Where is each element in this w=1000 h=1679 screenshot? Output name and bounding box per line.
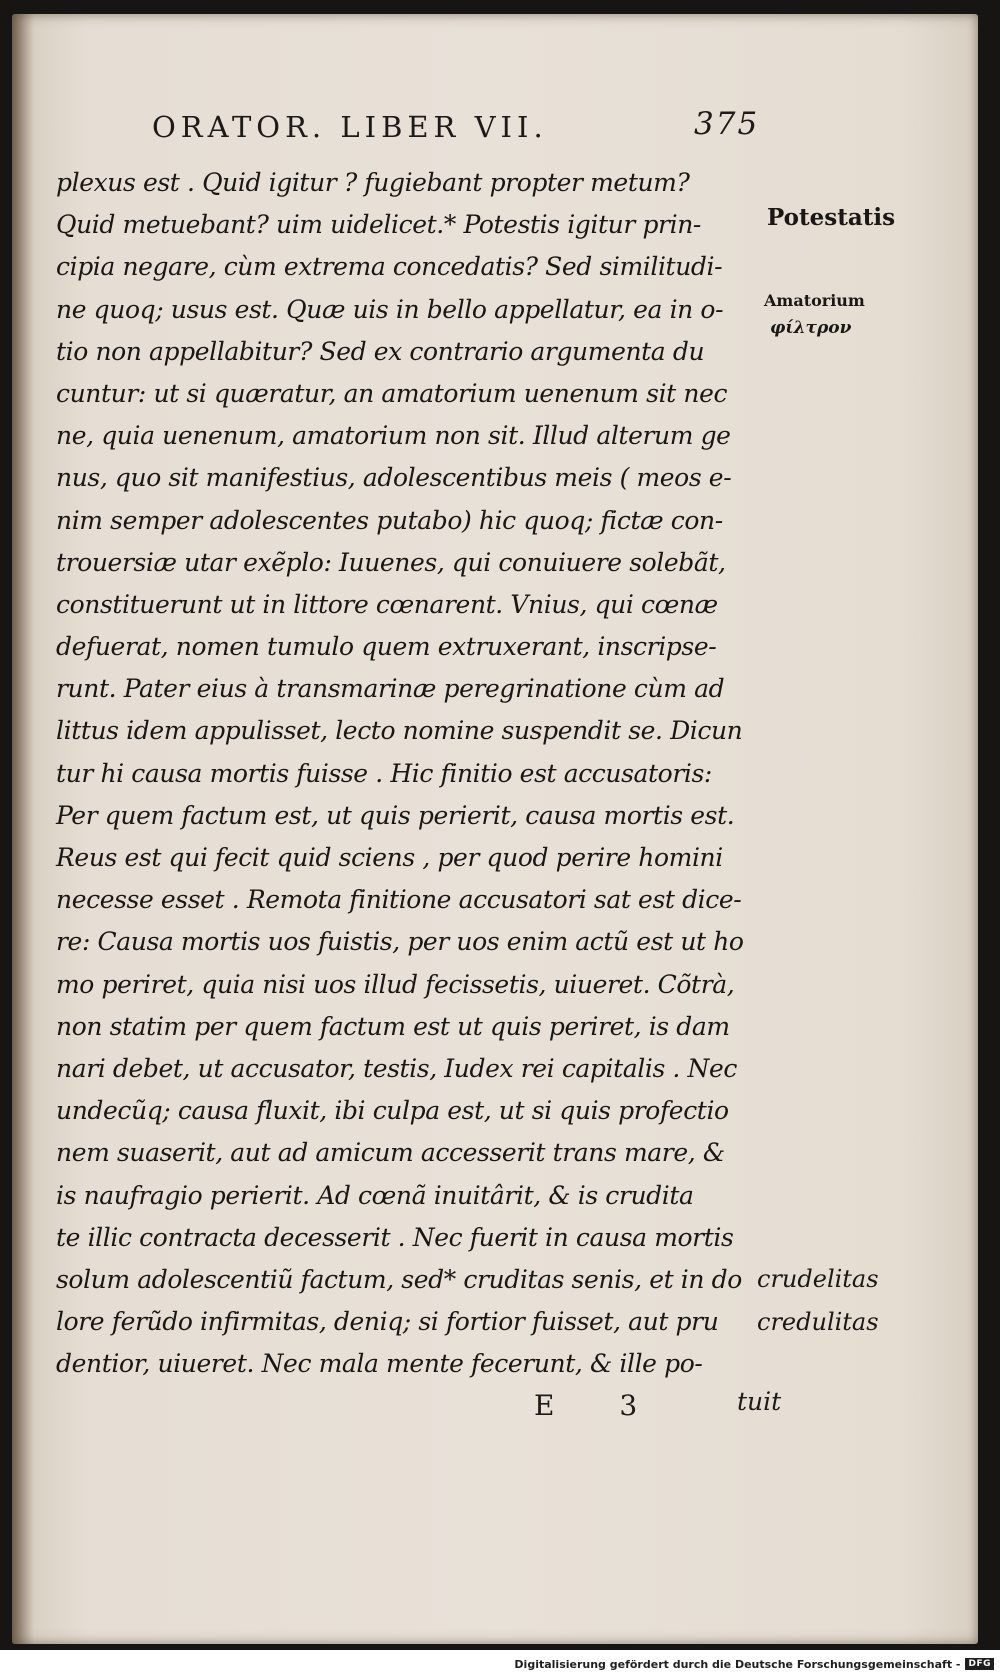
text-line: plexus est . Quid igitur ? fugiebant propter metum? — [56, 168, 690, 197]
signature-mark: E 3 — [534, 1389, 666, 1422]
text-line: ne, quia uenenum, amatorium non sit. Illud alterum ge — [56, 421, 731, 451]
margin-note-amatorium: Amatorium — [764, 291, 865, 310]
text-line: littus idem appulisset, lecto nomine suspendit se. Dicun — [56, 716, 743, 746]
margin-note-crudelitas: crudelitas — [757, 1265, 879, 1293]
text-line: non statim per quem factum est ut quis periret, is dam — [56, 1011, 730, 1041]
text-line: ne quoq; usus est. Quæ uis in bello appellatur, ea in o- — [56, 294, 724, 324]
text-line: nus, quo sit manifestius, adolescentibus meis ( meos e- — [56, 463, 732, 493]
text-line: necesse esset . Remota finitione accusatori sat est dice- — [56, 885, 742, 915]
text-line: runt. Pater eius à transmarinæ peregrinatione cùm ad — [56, 674, 725, 704]
text-line: dentior, uiueret. Nec mala mente fecerunt, & ille po- — [56, 1349, 703, 1379]
text-line: is naufragio perierit. Ad cœnã inuitârit, & is crudita — [56, 1180, 694, 1210]
text-line: solum adolescentiũ factum, sed* cruditas senis, et in do — [56, 1264, 742, 1294]
text-line: defuerat, nomen tumulo quem extruxerant, inscripse- — [56, 632, 717, 662]
text-line: Reus est qui fecit quid sciens , per quod perire homini — [56, 843, 723, 872]
body-text — [56, 162, 756, 1385]
page-number: 375 — [694, 106, 760, 142]
text-line: tur hi causa mortis fuisse . Hic finitio est accusatoris: — [56, 758, 712, 788]
gutter-shadow — [12, 14, 34, 1644]
text-line: undecũq; causa fluxit, ibi culpa est, ut si quis profectio — [56, 1096, 729, 1126]
text-line: te illic contracta decesserit . Nec fuerit in causa mortis — [56, 1222, 734, 1252]
text-line: lore ferũdo infirmitas, deniq; si fortior fuisset, aut pru — [56, 1307, 719, 1337]
text-line: tio non appellabitur? Sed ex contrario argumenta du — [56, 336, 705, 366]
text-line: mo periret, quia nisi uos illud fecissetis, uiueret. Cõtrà, — [56, 969, 735, 999]
catchword: tuit — [737, 1387, 782, 1416]
text-line: re: Causa mortis uos fuistis, per uos enim actũ est ut ho — [56, 927, 744, 957]
text-line: Quid metuebant? uim uidelicet.* Potestis igitur prin- — [56, 210, 701, 240]
text-line: cipia negare, cùm extrema concedatis? Sed similitudi- — [56, 252, 723, 282]
text-line: cuntur: ut si quæratur, an amatorium uenenum sit nec — [56, 378, 728, 408]
text-line: nari debet, ut accusator, testis, Iudex rei capitalis . Nec — [56, 1053, 738, 1083]
book-page — [12, 14, 978, 1644]
margin-note-potestatis: Potestatis — [767, 204, 896, 231]
text-line: nim semper adolescentes putabo) hic quoq; fictæ con- — [56, 505, 723, 535]
text-line: Per quem factum est, ut quis perierit, causa mortis est. — [56, 800, 735, 830]
text-line: trouersiæ utar exẽplo: Iuuenes, qui conuiuere solebãt, — [56, 547, 726, 577]
running-head — [142, 106, 782, 146]
margin-note-credulitas: credulitas — [757, 1308, 879, 1336]
text-line: nem suaserit, aut ad amicum accesserit trans mare, & — [56, 1138, 725, 1168]
footer-credit — [514, 1653, 994, 1675]
text-line: constituerunt ut in littore cœnarent. Vnius, qui cœnæ — [56, 589, 718, 619]
running-title: ORATOR. LIBER VII. — [152, 110, 548, 144]
dfg-logo-icon: DFG — [965, 1658, 994, 1670]
footer-text: Digitalisierung gefördert durch die Deutsche Forschungsgemeinschaft - — [514, 1657, 961, 1671]
margin-note-greek-handwritten: φίλτρον — [770, 318, 852, 338]
